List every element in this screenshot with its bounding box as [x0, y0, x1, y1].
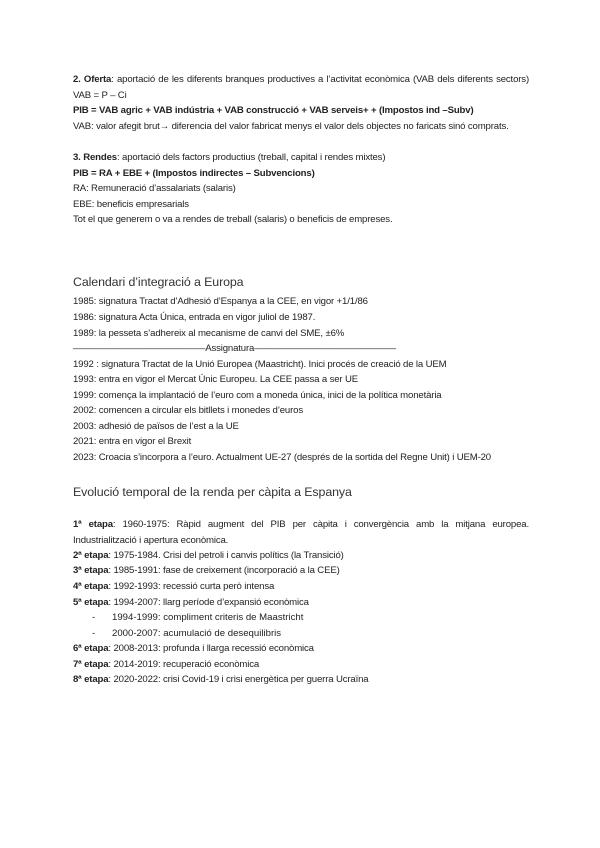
etapa-label: 1ª etapa: [73, 519, 113, 530]
etapa-subitem: [92, 610, 303, 626]
etapa-item: [73, 672, 529, 688]
calendari-separator: ——————————————Assignatura———————————————: [73, 343, 396, 354]
etapa-item: [73, 548, 529, 564]
calendari-item: 1999: comença la implantació de l’euro com a moneda única, inici de la política monetària: [73, 390, 442, 401]
calendari-item: 2003: adhesió de països de l’est a la UE: [73, 421, 239, 432]
evolucio-title: Evolució temporal de la renda per càpita a Espanya: [73, 485, 352, 499]
dash-bullet: -: [92, 628, 96, 639]
calendari-title: Calendari d’integració a Europa: [73, 275, 244, 289]
etapa-text: : 1985-1991: fase de creixement (incorporació a la CEE): [108, 565, 340, 576]
etapa-text: : 2020-2022: crisi Covid-19 i crisi energètica per guerra Ucraïna: [108, 674, 369, 685]
etapa-subitem: [92, 626, 281, 642]
etapa-label: 4ª etapa: [73, 581, 109, 592]
etapa-item: [73, 579, 529, 595]
etapa-text: : 1960-1975: Ràpid augment del PIB per càpita i convergència amb la mitjana europea. Industrialització i apertura econòmica.: [73, 519, 529, 546]
etapa-text: : 1975-1984. Crisi del petroli i canvis polítics (la Transició): [108, 550, 344, 561]
rendes-heading: 3. Rendes: [73, 152, 117, 163]
oferta-paragraph: [73, 72, 529, 103]
etapa-label: 5ª etapa: [73, 597, 109, 608]
rendes-formula: PIB = RA + EBE + (Impostos indirectes – Subvencions): [73, 168, 315, 179]
dash-bullet: -: [92, 612, 96, 623]
oferta-description: : aportació de les diferents branques productives a l’activitat econòmica (VAB dels diferents sectors) VAB = P – Ci: [73, 74, 529, 101]
calendari-item: 1986: signatura Acta Única, entrada en vigor juliol de 1987.: [73, 312, 316, 323]
subitem-text: 2000-2007: acumulació de desequilibris: [112, 628, 282, 639]
ebe-definition: EBE: beneficis empresarials: [73, 199, 189, 210]
etapa-item: [73, 517, 529, 548]
etapa-item: [73, 641, 529, 657]
calendari-item: 1989: la pesseta s’adhereix al mecanisme de canvi del SME, ±6%: [73, 328, 345, 339]
etapa-item: [73, 563, 529, 579]
calendari-item: 2021: entra en vigor el Brexit: [73, 436, 192, 447]
rendes-description: : aportació dels factors productius (treball, capital i rendes mixtes): [116, 152, 386, 163]
calendari-item: 1993: entra en vigor el Mercat Únic Europeu. La CEE passa a ser UE: [73, 374, 358, 385]
etapa-text: : 2014-2019: recuperació econòmica: [108, 659, 260, 670]
etapa-label: 2ª etapa: [73, 550, 109, 561]
calendari-item: 1992 : signatura Tractat de la Unió Europea (Maastricht). Inici procés de creació de la UEM: [73, 359, 447, 370]
oferta-heading: 2. Oferta: [73, 74, 112, 85]
etapa-label: 3ª etapa: [73, 565, 109, 576]
calendari-item: 2002: comencen a circular els bitllets i monedes d’euros: [73, 405, 303, 416]
etapa-label: 6ª etapa: [73, 643, 109, 654]
subitem-text: 1994-1999: compliment criteris de Maastricht: [112, 612, 304, 623]
etapa-item: [73, 657, 529, 673]
rendes-note: Tot el que generem o va a rendes de treball (salaris) o beneficis de empreses.: [73, 214, 393, 225]
etapa-text: : 1992-1993: recessió curta però intensa: [108, 581, 275, 592]
etapa-item: [73, 595, 529, 611]
etapa-text: : 1994-2007: llarg període d’expansió econòmica: [108, 597, 309, 608]
etapa-text: : 2008-2013: profunda i llarga recessió econòmica: [108, 643, 314, 654]
calendari-item: 2023: Croacia s’incorpora a l’euro. Actualment UE-27 (després de la sortida del Regne Unit) i UEM-20: [73, 452, 491, 463]
etapa-label: 7ª etapa: [73, 659, 109, 670]
rendes-paragraph: [73, 150, 529, 166]
calendari-item: 1985: signatura Tractat d’Adhesió d’Espanya a la CEE, en vigor +1/1/86: [73, 296, 368, 307]
oferta-formula: PIB = VAB agric + VAB indústria + VAB construcció + VAB serveis+ + (Impostos ind –Subv): [73, 105, 474, 116]
vab-definition: VAB: valor afegit brut→ diferencia del valor fabricat menys el valor dels objectes no faricats sinó comprats.: [73, 121, 509, 132]
etapa-label: 8ª etapa: [73, 674, 109, 685]
ra-definition: RA: Remuneració d’assalariats (salaris): [73, 183, 236, 194]
